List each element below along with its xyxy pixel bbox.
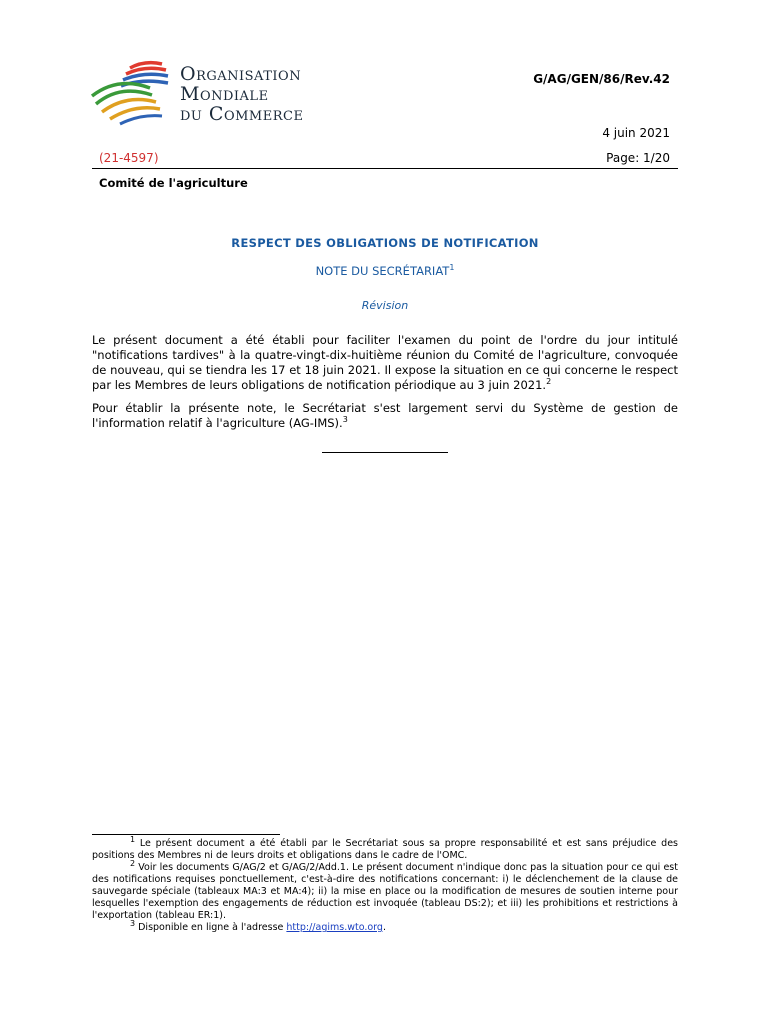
agims-link[interactable]: http://agims.wto.org	[286, 922, 383, 933]
footnote-divider	[92, 834, 280, 835]
section-separator	[322, 452, 448, 453]
footnote-1-text: Le présent document a été établi par le Secrétariat sous sa propre responsabilité et est sans préjudice des positions des Membres ni de leurs droits et obligations dans le cadre de l'OMC.	[92, 838, 678, 861]
document-title: RESPECT DES OBLIGATIONS DE NOTIFICATION	[231, 236, 539, 250]
document-date: 4 juin 2021	[602, 126, 670, 140]
footnote-2-text: Voir les documents G/AG/2 et G/AG/2/Add.1. Le présent document n'indique donc pas la situation pour ce qui est des notifications requises ponctuellement, c'est-à-dire des notifications concernant: i) le déclenchement de la clause de sauvegarde spéciale (tableaux MA:3 et MA:4); ii) la mise en place ou la modification de mesures de soutien interne pour lesquelles l'exemption des engagements de réduction est invoquée (tableau DS:2); et iii) les prohibitions et restrictions à l'exportation (tableau ER:1).	[92, 862, 678, 921]
paragraph-2-text: Pour établir la présente note, le Secrétariat s'est largement servi du Système de gestion de l'information relatif à l'agriculture (AG-IMS).	[92, 401, 678, 430]
footnote-ref-1[interactable]: 1	[449, 263, 455, 273]
organisation-name	[180, 64, 303, 124]
footnote-ref-3[interactable]: 3	[342, 415, 348, 425]
footnote-1	[92, 834, 678, 862]
footnote-1-mark: 1	[130, 834, 136, 844]
footnote-3-end: .	[382, 922, 386, 933]
wto-logo-icon	[90, 58, 180, 128]
footnotes	[92, 834, 678, 934]
paragraph-1	[92, 333, 678, 393]
secretariat-note	[92, 264, 678, 278]
revision-label: Révision	[361, 299, 409, 312]
footnote-3	[92, 918, 678, 934]
org-line-1: Organisation	[180, 63, 302, 85]
note-text: NOTE DU SECRÉTARIAT	[315, 264, 450, 278]
footnote-ref-2[interactable]: 2	[546, 377, 552, 387]
page-number: Page: 1/20	[606, 151, 670, 165]
paragraph-2	[92, 401, 678, 431]
footnote-2-mark: 2	[130, 858, 136, 868]
org-line-3: du Commerce	[180, 103, 304, 125]
paragraph-1-text: Le présent document a été établi pour faciliter l'examen du point de l'ordre du jour intitulé "notifications tardives" à la quatre-vingt-dix-huitième réunion du Comité de l'agriculture, convoquée de nouveau, qui se tiendra les 17 et 18 juin 2021. Il expose la situation en ce qui concerne le respect par les Membres de leurs obligations de notification périodique au 3 juin 2021.	[92, 333, 678, 392]
document-symbol: G/AG/GEN/86/Rev.42	[533, 72, 670, 86]
footnote-3-mark: 3	[130, 918, 136, 928]
org-line-2: Mondiale	[180, 83, 269, 105]
document-reference: (21-4597)	[99, 151, 159, 165]
committee-name: Comité de l'agriculture	[99, 176, 248, 190]
header-divider	[92, 168, 678, 169]
footnote-2	[92, 858, 678, 922]
footnote-3-text: Disponible en ligne à l'adresse	[135, 922, 287, 933]
